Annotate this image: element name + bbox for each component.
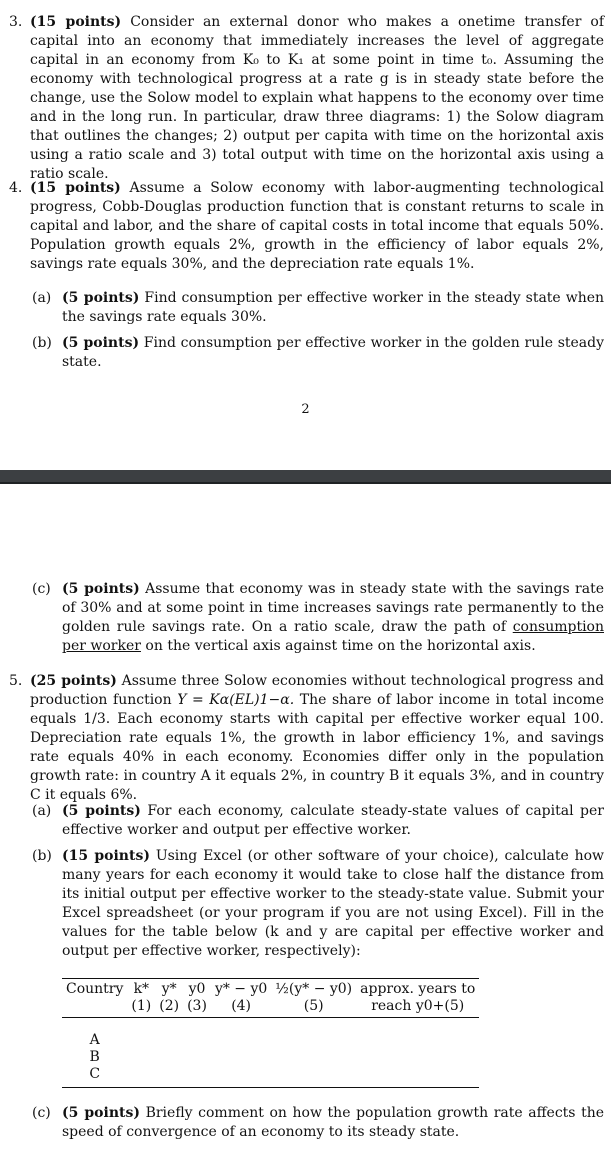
problem-5b-points: (15 points) [62,848,150,864]
problem-4c-label: (c) [32,581,51,597]
problem-3-body: Consider an external donor who makes a onetime transfer of capital into an economy that immediately increases the level of aggregate capital in an economy from K₀ to K₁ at some point in time t₀. Assuming the economy with technological progress at a rate g is in steady state before the change, use the Solow model to explain what happens to the economy over time and in the long run. In particular, draw three diagrams: 1) the Solow diagram that outlines the changes; 2) output per capita with time on the horizontal axis using a ratio scale and 3) total output with time on the horizontal axis using a ratio scale. [30,14,605,182]
table-subheader-cell: (5) [271,998,356,1018]
problem-4a-text [62,289,604,327]
problem-5-body-start: Assume three Solow economies without technological progress and production function [30,673,605,708]
page-number: 2 [301,402,310,417]
problem-5a-body: For each economy, calculate steady-state values of capital per effective worker and output per effective worker. [62,803,604,838]
table-header-cell: Country [62,979,127,999]
results-table-wrap [0,978,611,1088]
problem-5c-text [62,1104,604,1142]
problem-4b-points: (5 points) [62,335,140,351]
problem-5a-label: (a) [32,803,52,819]
table-header-cell: ½(y* − y0) [271,979,356,999]
problem-5-formula: Y = Kα(EL)1−α. [177,692,295,708]
problem-4a-points: (5 points) [62,290,140,306]
table-subheader-cell: reach y0+(5) [356,998,479,1018]
table-header-cell: y* [155,979,183,999]
problem-4b-label: (b) [32,335,52,351]
page-two [0,484,611,1151]
problem-4-text [30,179,604,274]
problem-5c-points: (5 points) [62,1105,140,1121]
table-cell-country: A [89,1032,100,1048]
problem-4-body: Assume a Solow economy with labor-augmenting technological progress, Cobb-Douglas production function that is constant returns to scale in capital and labor, and the share of capital costs in total income that equals 50%. Population growth equals 2%, growth in the efficiency of labor equals 2%, savings rate equals 30%, and the depreciation rate equals 1%. [30,180,605,272]
table-subheader-cell: (4) [211,998,271,1018]
table-subheader-cell: (2) [155,998,183,1018]
problem-4b-body: Find consumption per effective worker in the golden rule steady state. [62,335,605,370]
page-one [0,0,611,470]
problem-4c-body-start: Assume that economy was in steady state with the savings rate of 30% and at some point in time increases savings rate permanently to the golden rule savings rate. On a ratio scale, draw the path of [62,581,604,635]
problem-5a-points: (5 points) [62,803,141,819]
table-row [62,1018,479,1050]
problem-5c-label: (c) [32,1105,51,1121]
problem-5c-body: Briefly comment on how the population growth rate affects the speed of convergence of an economy to its steady state. [62,1105,604,1140]
problem-4c-text [62,580,604,656]
table-subheader-cell: (1) [127,998,155,1018]
table-subheader-row [62,998,479,1018]
problem-5-text [30,672,604,805]
problem-4-points: (15 points) [30,180,121,196]
page-separator [0,470,611,482]
problem-5-points: (25 points) [30,673,117,689]
problem-5b-label: (b) [32,848,52,864]
table-cell-country: B [89,1049,100,1065]
table-subheader-cell [62,998,127,1018]
problem-4c-underlined: consumption per worker [62,619,604,654]
problem-4b-text [62,334,604,372]
table-header-cell: y0 [183,979,211,999]
table-subheader-cell: (3) [183,998,211,1018]
problem-4a-body: Find consumption per effective worker in the steady state when the savings rate equals 30%. [62,290,605,325]
problem-4c-body-end: on the vertical axis against time on the horizontal axis. [145,638,536,654]
problem-4-number: 4. [9,180,23,196]
problem-5-number: 5. [9,673,23,689]
table-row [62,1066,479,1088]
problem-4c-points: (5 points) [62,581,140,597]
problem-5b-text [62,847,604,961]
problem-5b-body: Using Excel (or other software of your choice), calculate how many years for each economy it would take to close half the distance from its initial output per effective worker to the steady-state value. Submit your Excel spreadsheet (or your program if you are not using Excel). Fill in the values for the table below (k and y are capital per effective worker and output per effective worker, respectively): [62,848,605,959]
problem-3-points: (15 points) [30,14,122,30]
problem-4a-label: (a) [32,290,52,306]
problem-3-text [30,13,604,184]
table-cell-country: C [62,1066,127,1088]
problem-5-body-end: The share of labor income in total income equals 1/3. Each economy starts with capital per effective worker equal 100. Depreciation rate equals 1%, the growth in labor efficiency 1%, and savings rate equals 40% in each economy. Economies differ only in the population growth rate: in country A it equals 2%, in country B it equals 3%, and in country C it equals 6%. [30,692,604,803]
table-header-cell: y* − y0 [211,979,271,999]
table-header-cell: approx. years to [356,979,479,999]
table-row [62,1049,479,1066]
table-header-row [62,979,479,999]
results-table [62,978,479,1088]
table-header-cell: k* [127,979,155,999]
problem-5a-text [62,802,604,840]
problem-3-number: 3. [9,14,23,30]
